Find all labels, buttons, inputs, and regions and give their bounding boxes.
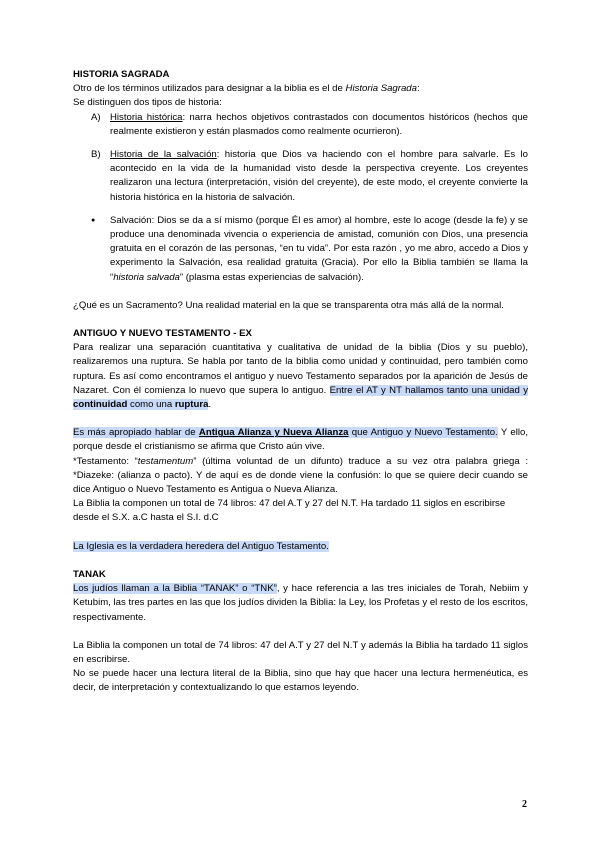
paragraph: Para realizar una separación cuantitativa y cualitativa de unidad de la biblia (Dios y su pueblo), realizaremos una ruptura. Se habla por tanto de la biblia como unidad y continuidad, pero también como ruptura. Es así como encontramos el antiguo y nuevo Testamento separados por la aparición de Jesús de Nazaret. Con él comienza lo nuevo que supera lo antiguo. Entre el AT y NT hallamos tanto una unidad y continuidad como una ruptura. [73, 342, 528, 411]
document-body [73, 68, 528, 696]
paragraph: La Biblia la componen un total de 74 libros: 47 del A.T y 27 del N.T. Ha tardado 11 siglos en escribirse desde el S.X. a.C hasta el S.I. d.C [73, 498, 506, 524]
section-title-testamento: ANTIGUO Y NUEVO TESTAMENTO - EX [73, 328, 252, 340]
paragraph: *Testamento: “testamentum” (última voluntad de un difunto) traduce a su vez otra palabra griega : *Diazeke: (alianza o pacto). Y de aquí es de donde viene la confusión: lo que se quiere decir cuando se dice Antiguo o Nuevo Testamento es Antigua o Nueva Alianza. [73, 455, 528, 496]
page-number: 2 [522, 799, 527, 810]
list-item: A) Historia histórica: narra hechos objetivos contrastados con documentos históricos (hechos que realmente existieron y están plasmados como realmente ocurrieron). [73, 111, 528, 139]
paragraph: Es más apropiado hablar de Antigua Alianza y Nueva Alianza que Antiguo y Nuevo Testamento. Y ello, porque desde el cristianismo se afirma que Cristo aún vive. [73, 427, 528, 453]
section-title-tanak: TANAK [73, 568, 106, 580]
list-marker: B) [91, 149, 101, 161]
paragraph: No se puede hacer una lectura literal de la Biblia, sino que hay que hacer una lectura hermenéutica, es decir, de interpretación y contextualizando lo que estamos leyendo. [73, 668, 528, 694]
list-item: B) Historia de la salvación: historia que Dios va haciendo con el hombre para salvarle. Es lo acontecido en la vida de la humanidad visto desde la perspectiva creyente. Los creyentes realizaron una lectura (interpretación, visión del creyente), de este modo, el creyente convierte la historia histórica en la historia de salvación. [73, 148, 528, 205]
paragraph: ¿Qué es un Sacramento? Una realidad material en la que se transparenta otra más allá de la normal. [73, 299, 504, 311]
paragraph: Los judíos llaman a la Biblia “TANAK” o “TNK”, y hace referencia a las tres iniciales de Torah, Nebiim y Ketubim, las tres partes en las que los judíos dividen la Biblia: la Ley, los Profetas y el resto de los escritos, respectivamente. [73, 583, 529, 623]
bullet-icon: ● [91, 216, 96, 224]
paragraph: La Biblia la componen un total de 74 libros: 47 del A.T y 27 del N.T y además la Biblia ha tardado 11 siglos en escribirse. [73, 639, 528, 665]
section-title-historia-sagrada: HISTORIA SAGRADA [73, 69, 170, 80]
paragraph: La Iglesia es la verdadera heredera del Antiguo Testamento. [73, 540, 329, 552]
list-marker: A) [91, 111, 101, 123]
paragraph: Se distinguen dos tipos de historia: [73, 97, 222, 109]
list-item: ● Salvación: Dios se da a sí mismo (porque Él es amor) al hombre, este lo acoge (desde la fe) y se produce una denominada vivencia o experiencia de amistad, comunión con Dios, una presencia gratuita en el corazón de las personas, “en tu vida”. Por esta razón , yo me abro, accedo a Dios y experimento la Salvación, esa realidad gratuita (Gracia). Por ello la Biblia también se llama la “historia salvada” (plasma estas experiencias de salvación). [73, 214, 528, 285]
paragraph: Otro de los términos utilizados para designar a la biblia es el de Historia Sagrada: [73, 83, 420, 95]
